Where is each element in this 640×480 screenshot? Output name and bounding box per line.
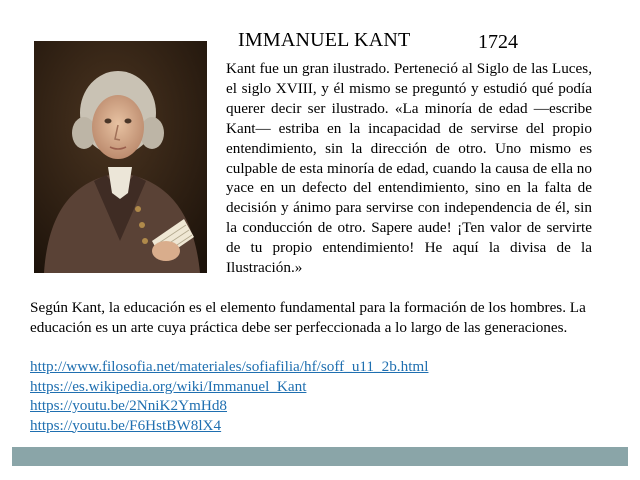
link-youtube-1[interactable]: https://youtu.be/2NniK2YmHd8 (30, 397, 228, 414)
link-youtube-2[interactable]: https://youtu.be/F6HstBW8lX4 (30, 416, 222, 434)
summary-paragraph: Según Kant, la educación es el elemento fundamental para la formación de los hombres. La educación es un arte cuya práctica debe ser perfeccionada a lo largo de las generaciones. (30, 299, 586, 336)
link-list (30, 357, 428, 435)
quote-paragraph: Kant fue un gran ilustrado. Perteneció al Siglo de las Luces, el siglo XVIII, y él mismo se preguntó y estudió qué podía querer decir ser ilustrado. «La minoría de edad —escribe Kant— estriba en la incapacidad de servirse del propio entendimiento, sin la dirección de otro. Uno mismo es culpable de esta minoría de edad, cuando la causa de ella no yace en un defecto del entendimiento, sino en la falta de decisión y ánimo para servirse con independencia de él, sin la conducción de otro. Sapere aude! ¡Ten valor de servirte de tu propio entendimiento! He aquí la divisa de la Ilustración.» (226, 60, 592, 277)
link-wikipedia[interactable]: https://es.wikipedia.org/wiki/Immanuel_Kant (30, 377, 307, 395)
kant-portrait-image (34, 41, 207, 273)
link-filosofia-net[interactable]: http://www.filosofia.net/materiales/sofiafilia/hf/soff_u11_2b.html (30, 358, 429, 375)
slide-title: IMMANUEL KANT (238, 29, 411, 51)
footer-bar (12, 447, 628, 466)
birth-year: 1724 (478, 31, 518, 53)
